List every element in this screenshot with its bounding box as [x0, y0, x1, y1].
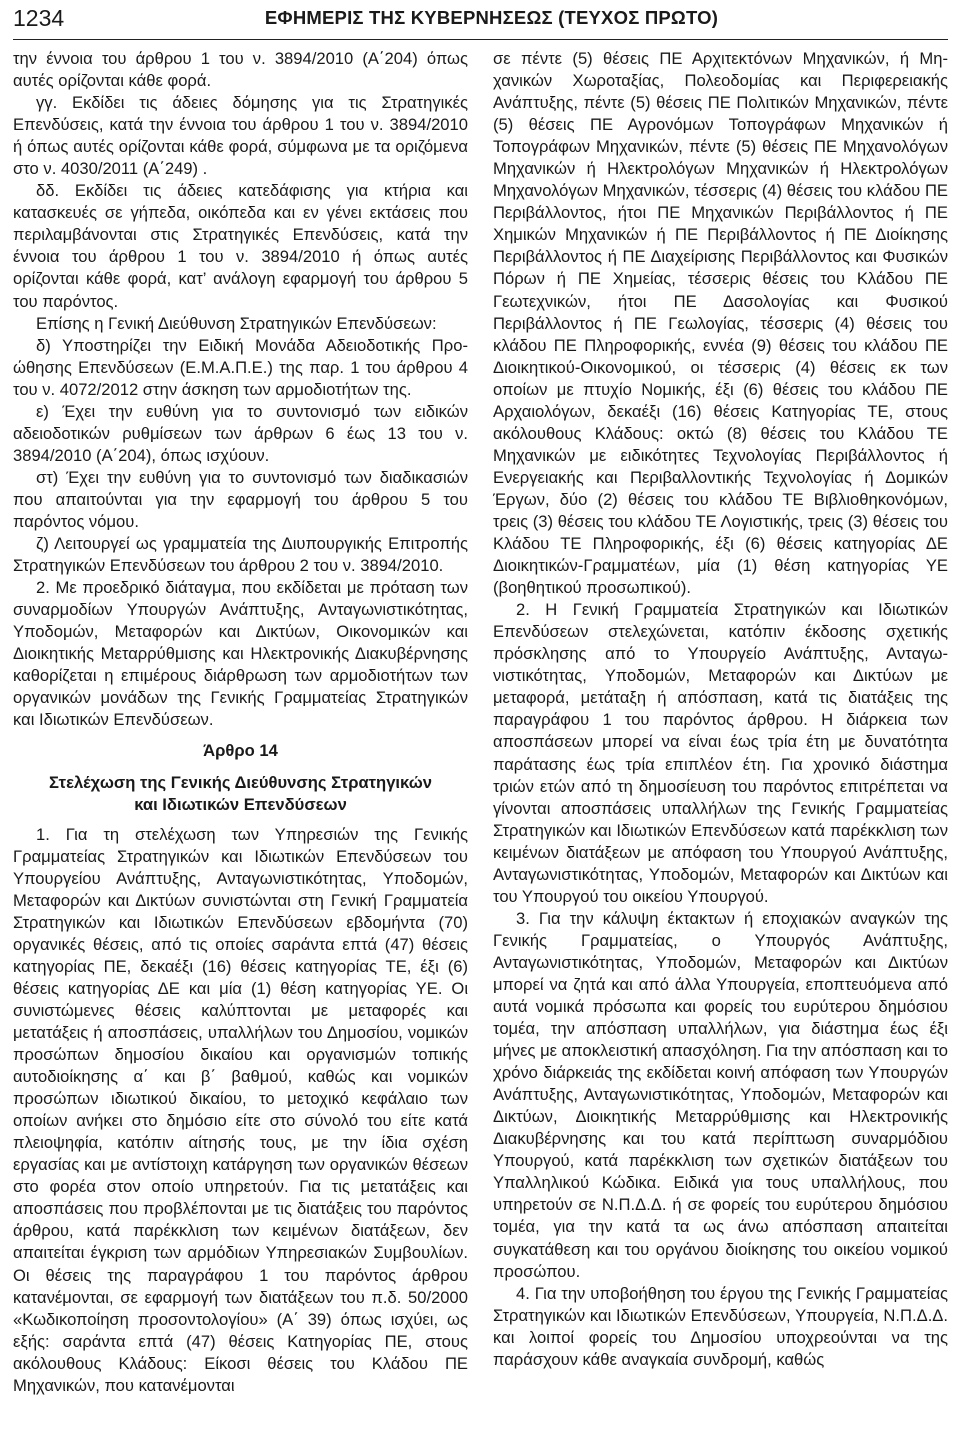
article-heading — [13, 740, 468, 815]
article-title-line: Στελέχωση της Γενικής Διεύθυνσης Στρατηγικών — [48, 772, 432, 792]
article-number: Άρθρο 14 — [203, 741, 278, 761]
paragraph: ζ) Λειτουργεί ως γραμματεία της Διυπουργικής Επιτροπής Στρατηγικών Επενδύσεων του άρθρου 2 του ν. 3894/2010. — [13, 534, 468, 576]
article-title-line: και Ιδιωτικών Επενδύσεων — [134, 794, 347, 814]
paragraph: Επίσης η Γενική Διεύθυνση Στρατηγικών Επενδύσεων: — [36, 313, 437, 333]
left-column — [13, 48, 468, 1397]
text-columns — [13, 48, 948, 1397]
paragraph: δ) Υποστηρίζει την Ειδική Μονάδα Αδειοδοτικής Προώθησης Επενδύσεων (Ε.Μ.Α.Π.Ε.) της παρ. 1 του άρθρου 4 του ν. 4072/2012 στην άσκηση των αρμοδιοτήτων της. — [13, 335, 468, 399]
page-number: 1234 — [13, 5, 65, 31]
paragraph: σε πέντε (5) θέσεις ΠΕ Αρχιτεκτόνων Μηχανικών, ή Μηχανικών Χωροταξίας, Πολεοδομίας και Περιφερειακής Ανάπτυξης, πέντε (5) θέσεις ΠΕ Πολιτικών Μηχανικών, πέντε (5) θέσεις ΠΕ Αγρονόμων Τοπογράφων Μηχανικών ή Τοπογράφων Μηχανικών, πέντε (5) θέσεις ΠΕ Μηχανολόγων Μηχανικών ή Ηλεκτρολόγων Μηχανικών ή Ηλεκτρολόγων Μηχανολόγων Μηχανικών, τέσσερις (4) θέσεις του κλάδου ΠΕ Περιβάλλοντος, ήτοι ΠΕ Μηχανικών Περιβάλλοντος ή ΠΕ Χημικών Μηχανικών ή ΠΕ Περιβάλλοντος ή ΠΕ Διοίκησης Περιβάλλοντος ή ΠΕ Διαχείρισης Περιβάλλοντος και Φυσικών Πόρων ή ΠΕ Χημείας, τέσσερις θέσεις του Κλάδου ΠΕ Γεωτεχνικών, ήτοι ΠΕ Δασολογίας και Φυσικού Περιβάλλοντος ή ΠΕ Γεωλογίας, τέσσερις (4) θέσεις του κλάδου ΠΕ Πληροφορικής, εννέα (9) θέσεις του κλάδου ΠΕ Διοικητικού-Οικονομικού, οι τέσσερις (4) θέσεις εκ των οποίων με πτυχίο Νομικής, έξι (6) θέσεις του κλάδου ΠΕ Αρχαιολόγων, δεκαέξι (16) θέσεις Κατηγορίας ΤΕ, στους ακόλουθους Κλάδους: οκτώ (8) θέσεις του Κλάδου ΤΕ Μηχανικών με ειδικότητες Τεχνολογίας Περιβάλλοντος ή Ενεργειακής και Περιβαλλοντικής Τεχνολογίας ή Δομικών Έργων, δύο (2) θέσεις του κλάδου ΤΕ Βιβλιοθηκονόμων, τρεις (3) θέσεις του κλάδου ΤΕ Λογιστικής, τρεις (3) θέσεις του Κλάδου ΤΕ Πληροφορικής, έξι (6) θέσεις κατηγορίας ΔΕ Διοικητικών-Γραμματέων, μία (1) θέση κατηγορίας ΥΕ (βοηθητικού προσωπικού). — [493, 49, 948, 598]
paragraph: 4. Για την υποβοήθηση του έργου της Γενικής Γραμματείας Στρατηγικών και Ιδιωτικών Επενδύσεων, Υπουργεία, Ν.Π.Δ.Δ. και λοιποί φορείς του Δημοσίου υποχρεούνται να της παράσχουν κάθε αναγκαία συνδρομή, καθώς — [493, 1283, 948, 1369]
paragraph: ε) Έχει την ευθύνη για το συντονισμό των ειδικών αδειοδοτικών ρυθμίσεων των άρθρων 6 έως 13 του ν. 3894/2010 (Α΄204), όπως ισχύουν. — [13, 401, 468, 465]
paragraph: 2. Με προεδρικό διάταγμα, που εκδίδεται με πρόταση των συναρμοδίων Υπουργών Ανάπτυξης, Ανταγωνιστικότητας, Υποδομών, Μεταφορών και Δικτύων, Οικονομικών και Διοικητικής Μεταρρύθμισης και Ηλεκτρονικής Διακυβέρνησης καθορίζεται η επιμέρους διάρθρωση των αρμοδιοτήτων των οργανικών μονάδων της Γενικής Γραμματείας Στρατηγικών και Ιδιωτικών Επενδύσεων. — [13, 578, 468, 730]
paragraph: την έννοια του άρθρου 1 του ν. 3894/2010 (Α΄204) όπως αυτές ορίζονται κάθε φορά. — [13, 49, 468, 91]
paragraph: 2. Η Γενική Γραμματεία Στρατηγικών και Ιδιωτικών Επενδύσεων στελεχώνεται, κατόπιν έκδοσης σχετικής πρόσκλησης από το Υπουργείο Ανάπτυξης, Ανταγωνιστικότητας, Υποδομών, Μεταφορών και Δικτύων με μεταφορά, μετάταξη ή απόσπαση, κατά τις διατάξεις της παραγράφου 1 του παρόντος άρθρου. Η διάρκεια των αποσπάσεων μπορεί να είναι έως τρία έτη με δυνατότητα παράτασης έως τρία επιπλέον έτη. Για χρονικό διάστημα τριών ετών από τη δημοσίευση του παρόντος επιτρέπεται να γίνονται αποσπάσεις υπαλλήλων της Γενικής Γραμματείας Στρατηγικών και Ιδιωτικών Επενδύσεων κατά παρέκκλιση των κειμένων διατάξεων με απόφαση του Υπουργού Ανάπτυξης, Ανταγωνιστικότητας, Υποδομών, Μεταφορών και Δικτύων και του Υπουργού του οικείου Υπουργού. — [493, 600, 948, 906]
paragraph: στ) Έχει την ευθύνη για το συντονισμό των διαδικασιών που απαιτούνται για την εφαρμογή του άρθρου 5 του παρόντος νόμου. — [13, 467, 468, 531]
right-column — [493, 48, 948, 1397]
page-header — [13, 0, 948, 40]
gazette-title: ΕΦΗΜΕΡΙΣ ΤΗΣ ΚΥΒΕΡΝΗΣΕΩΣ (ΤΕΥΧΟΣ ΠΡΩΤΟ) — [264, 7, 719, 28]
paragraph: 1. Για τη στελέχωση των Υπηρεσιών της Γενικής Γραμματείας Στρατηγικών και Ιδιωτικών Επενδύσεων του Υπουργείου Ανάπτυξης, Ανταγωνιστικότητας, Υποδομών, Μεταφορών και Δικτύων συνιστώνται στη Γενική Γραμματεία Στρατηγικών και Ιδιωτικών Επενδύσεων εβδομήντα (70) οργανικές θέσεις, από τις οποίες σαράντα επτά (47) θέσεις κατηγορίας ΠΕ, δεκαέξι (16) θέσεις κατηγορίας ΤΕ, έξι (6) θέσεις κατηγορίας ΔΕ και μία (1) θέση κατηγορίας ΥΕ. Οι συνιστώμενες θέσεις καλύπτονται με μεταφορές και μετατάξεις ή αποσπάσεις, υπαλλήλων του Δημοσίου, νομικών προσώπων δημοσίου δικαίου και οργανισμών τοπικής αυτοδιοίκησης α΄ και β΄ βαθμού, καθώς και νομικών προσώπων ιδιωτικού δικαίου, το μετοχικό κεφάλαιο των οποίων ανήκει στο δημόσιο είτε στο σύνολό του είτε κατά πλειοψηφία, κατόπιν αίτησής τους, με την ίδια σχέση εργασίας και με αντίστοιχη κατάργηση των οργανικών θέσεων στο φορέα στον οποίο υπηρετούν. Για τις μετατάξεις και αποσπάσεις που προβλέπονται με τις διατάξεις του παρόντος άρθρου, κατά παρέκκλιση των κειμένων διατάξεων, δεν απαιτείται έγκριση των αρμόδιων Υπηρεσιακών Συμβουλίων. Οι θέσεις της παραγράφου 1 του παρόντος άρθρου κατανέμονται, σε εφαρμογή των διατάξεων του π.δ. 50/2000 «Κωδικοποίηση προσοντολογίου» (Α΄ 39) όπως ισχύει, ως εξής: σαράντα επτά (47) θέσεις Κατηγορίας ΠΕ, στους ακόλουθους Κλάδους: Είκοσι θέσεις του Κλάδου ΠΕ Μηχανικών, που κατανέμονται — [13, 824, 468, 1395]
paragraph: γγ. Εκδίδει τις άδειες δόμησης για τις Στρατηγικές Επενδύσεις, κατά την έννοια του άρθρου 1 του ν. 3894/2010 ή όπως αυτές ορίζονται κάθε φορά, σύμφωνα με τα οριζόμενα στο ν. 4030/2011 (Α΄249) . — [13, 93, 468, 179]
paragraph: δδ. Εκδίδει τις άδειες κατεδάφισης για κτήρια και κατασκευές σε γήπεδα, οικόπεδα και εν γένει εκτάσεις που περιλαμβάνονται στις Στρατηγικές Επενδύσεις, κατά την έννοια του άρθρου 1 του ν. 3894/2010 ή όπως αυτές ορίζονται κάθε φορά, κατ’ ανάλογη εφαρμογή του άρθρου 5 του παρόντος. — [13, 181, 468, 311]
paragraph: 3. Για την κάλυψη έκτακτων ή εποχιακών αναγκών της Γενικής Γραμματείας, ο Υπουργός Ανάπτυξης, Ανταγωνιστικότητας, Υποδομών, Μεταφορών και Δικτύων μπορεί να ζητά και από άλλα Υπουργεία, εποπτευόμενα από αυτά νομικά πρόσωπα και φορείς του ευρύτερου δημόσιου τομέα, την απόσπαση υπαλλήλων, για διάστημα έως έξι μήνες με αποκλειστική απασχόληση. Για την απόσπαση και το χρόνο διάρκειάς της εκδίδεται κοινή απόφαση των Υπουργών Ανάπτυξης, Ανταγωνιστικότητας, Υποδομών, Μεταφορών και Δικτύων, Διοικητικής Μεταρρύθμισης και Ηλεκτρονικής Διακυβέρνησης και του κατά περίπτωση συναρμόδιου Υπουργού, κατά παρέκκλιση των σχετικών διατάξεων του Υπαλληλικού Κώδικα. Ειδικά για τους υπαλλήλους, που υπηρετούν σε Ν.Π.Δ.Δ. ή σε φορείς του ευρύτερου δημόσιου τομέα, για την κατά τα ως άνω απόσπαση απαιτείται συγκατάθεση και του οργάνου διοίκησης του οικείου νομικού προσώπου. — [493, 908, 948, 1281]
